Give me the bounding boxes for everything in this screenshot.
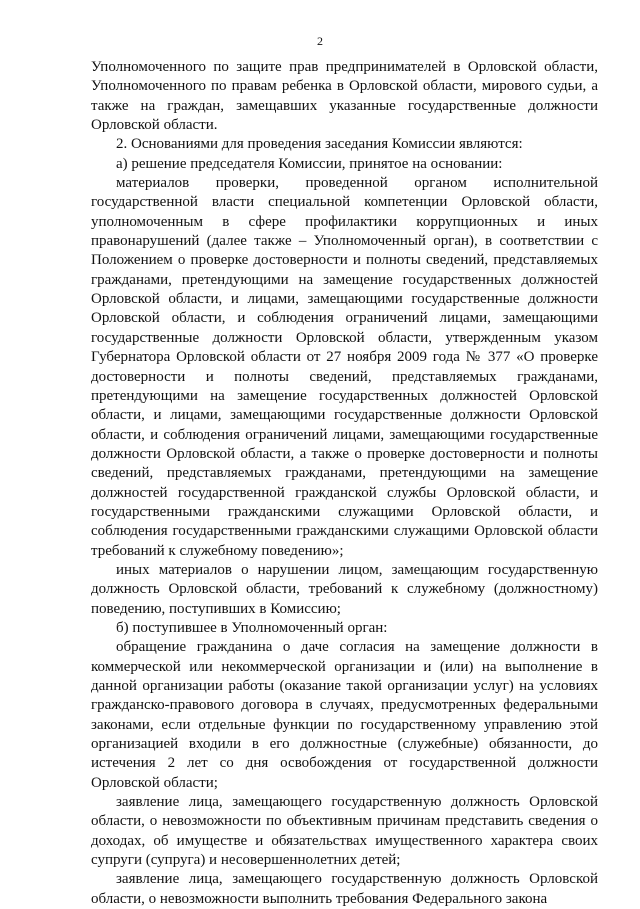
paragraph-2: 2. Основаниями для проведения заседания Комиссии являются: — [116, 136, 523, 153]
paragraph-5: иных материалов о нарушении лицом, замещающим государственную должность Орловской области, требований к служебному (должностному) поведению, поступивших в Комиссию; — [91, 561, 598, 617]
paragraph-1: Уполномоченного по защите прав предпринимателей в Орловской области, Уполномоченного по правам ребенка в Орловской области, мирового судьи, а также на граждан, замещавших указанные государственные должности Орловской области. — [91, 59, 598, 134]
paragraph-7: обращение гражданина о даче согласия на замещение должности в коммерческой или некоммерческой организации и (или) на выполнение в данной организации работы (оказание такой организации услуг) на условиях гражданско-правового договора в случаях, предусмотренных федеральными законами, если отдельные функции по государственному управлению этой организацией входили в его должностные (служебные) обязанности, до истечения 2 лет со дня освобождения от государственной должности Орловской области; — [91, 639, 598, 791]
paragraph-4: материалов проверки, проведенной органом исполнительной государственной власти специальной компетенции Орловской области, уполномоченным в сфере профилактики коррупционных и иных правонарушений (далее также – Уполномоченный орган), в соответствии с Положением о проверке достоверности и полноты сведений, представляемых гражданами, претендующими на замещение государственных должностей Орловской области, и лицами, замещающими государственные должности Орловской области, и соблюдения ограничений лицами, замещающими государственные должности Орловской области, утвержденным указом Губернатора Орловской области от 27 ноября 2009 года № 377 «О проверке достоверности и полноты сведений, представляемых гражданами, претендующими на замещение государственных должностей Орловской области, и лицами, замещающими государственные должности Орловской области, и соблюдения ограничений лицами, замещающими государственные должности Орловской области, а также о проверке достоверности и полноты сведений, представляемых гражданами, претендующими на замещение должностей государственной гражданской службы Орловской области, и государственными гражданскими служащими Орловской области, и соблюдения государственными гражданскими служащими Орловской области требований к служебному поведению»; — [91, 175, 598, 559]
paragraph-3: а) решение председателя Комиссии, принятое на основании: — [116, 155, 503, 172]
paragraph-8: заявление лица, замещающего государственную должность Орловской области, о невозможности по объективным причинам представить сведения о доходах, об имуществе и обязательствах имущественного характера своих супруги (супруга) и несовершеннолетних детей; — [91, 794, 598, 869]
paragraph-6: б) поступившее в Уполномоченный орган: — [116, 619, 388, 636]
page-number: 2 — [317, 34, 323, 48]
document-body — [91, 58, 598, 909]
paragraph-9: заявление лица, замещающего государственную должность Орловской области, о невозможности выполнить требования Федерального закона — [91, 871, 598, 907]
